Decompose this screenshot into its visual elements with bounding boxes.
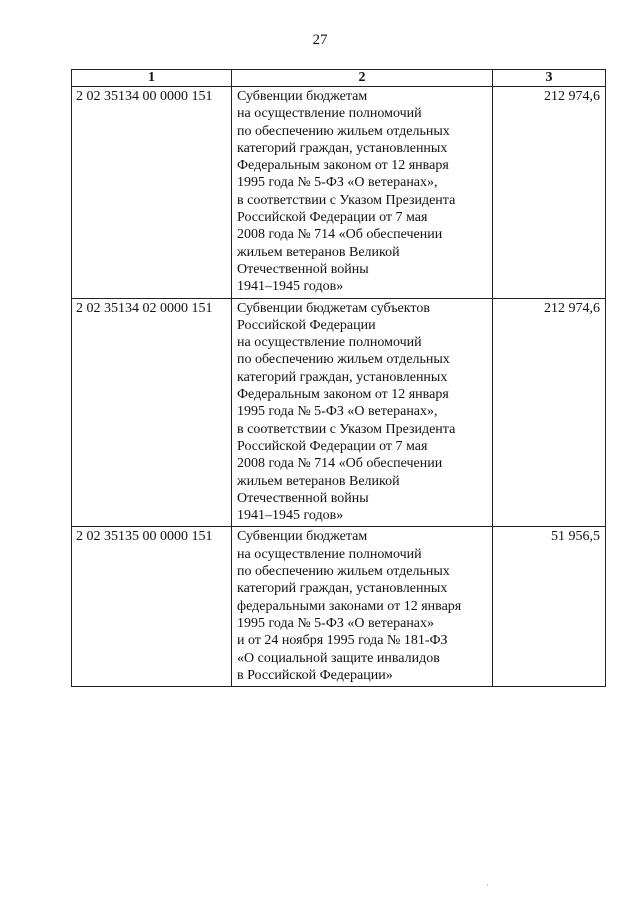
description-line: 1941–1945 годов»	[237, 508, 344, 524]
amount-cell: 212 974,6	[493, 298, 606, 527]
description-line: Федеральным законом от 12 января	[237, 158, 449, 174]
description-line: 1995 года № 5-ФЗ «О ветеранах»,	[237, 175, 438, 191]
description-line: по обеспечению жильем отдельных	[237, 352, 450, 368]
description-line: Субвенции бюджетам субъектов	[237, 300, 430, 316]
budget-code-cell: 2 02 35134 02 0000 151	[72, 298, 232, 527]
amount-cell: 51 956,5	[493, 527, 606, 687]
description-line: Российской Федерации от 7 мая	[237, 210, 428, 226]
description-line: «О социальной защите инвалидов	[237, 650, 440, 666]
table-header-row	[72, 70, 606, 87]
budget-code-cell: 2 02 35135 00 0000 151	[72, 527, 232, 687]
description-line: Субвенции бюджетам	[237, 529, 368, 545]
description-line: на осуществление полномочий	[237, 546, 422, 562]
description-line: Российской Федерации от 7 мая	[237, 438, 428, 454]
description-line: в соответствии с Указом Президента	[237, 192, 456, 208]
description-line: по обеспечению жильем отдельных	[237, 123, 450, 139]
description-line: 1995 года № 5-ФЗ «О ветеранах»	[237, 615, 435, 631]
table-row	[72, 298, 606, 527]
description-line: федеральными законами от 12 января	[237, 598, 462, 614]
description-line: 2008 года № 714 «Об обеспечении	[237, 456, 443, 472]
column-header-code: 1	[72, 70, 232, 87]
description-line: категорий граждан, установленных	[237, 369, 448, 385]
description-line: 1941–1945 годов»	[237, 279, 344, 295]
description-line: 2008 года № 714 «Об обеспечении	[237, 227, 443, 243]
description-line: категорий граждан, установленных	[237, 140, 448, 156]
table-row	[72, 87, 606, 299]
description-line: жильем ветеранов Великой	[237, 244, 400, 260]
amount-cell: 212 974,6	[493, 87, 606, 299]
page-number: 27	[312, 32, 328, 48]
description-line: Субвенции бюджетам	[237, 89, 368, 104]
description-line: Отечественной войны	[237, 261, 369, 277]
description-line: на осуществление полномочий	[237, 106, 422, 122]
description-line: Федеральным законом от 12 января	[237, 387, 449, 403]
description-line: в соответствии с Указом Президента	[237, 421, 456, 437]
column-header-description: 2	[232, 70, 493, 87]
budget-code-cell: 2 02 35134 00 0000 151	[72, 87, 232, 299]
column-header-amount: 3	[493, 70, 606, 87]
description-line: по обеспечению жильем отдельных	[237, 564, 450, 580]
description-cell	[232, 87, 493, 299]
description-line: Российской Федерации	[237, 317, 376, 333]
description-cell	[232, 527, 493, 687]
table-row	[72, 527, 606, 687]
budget-table	[71, 69, 606, 687]
description-line: 1995 года № 5-ФЗ «О ветеранах»,	[237, 404, 438, 420]
description-line: Отечественной войны	[237, 490, 369, 506]
description-line: жильем ветеранов Великой	[237, 473, 400, 489]
description-line: категорий граждан, установленных	[237, 581, 448, 597]
description-line: в Российской Федерации»	[237, 667, 393, 683]
description-line: на осуществление полномочий	[237, 335, 422, 351]
description-line: и от 24 ноября 1995 года № 181-ФЗ	[237, 633, 448, 649]
description-cell	[232, 298, 493, 527]
scan-artifact-mark: ·	[486, 880, 489, 890]
